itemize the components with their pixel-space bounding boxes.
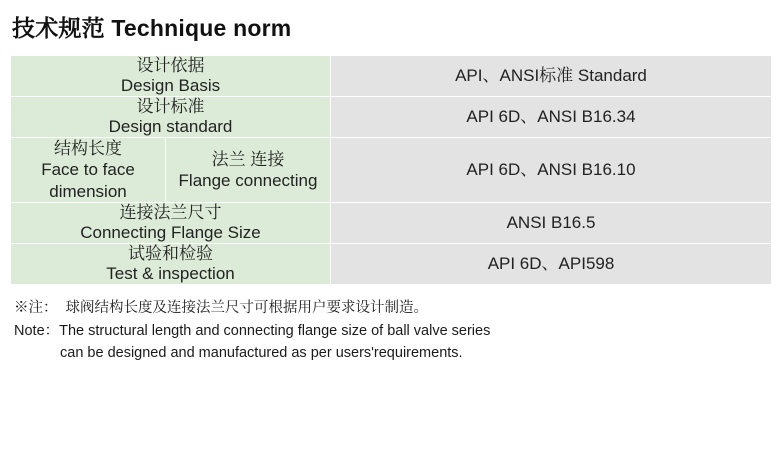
label-cn: 法兰 连接	[211, 149, 285, 169]
table-row	[11, 202, 772, 243]
row-label-design-basis	[11, 56, 331, 97]
value-text: API 6D、ANSI B16.34	[466, 106, 636, 126]
table-row	[11, 56, 772, 97]
value-text: API 6D、ANSI B16.10	[466, 159, 636, 179]
label-en: Face to face dimension	[41, 160, 135, 201]
label-en: Test & inspection	[106, 264, 235, 284]
label-cn: 设计依据	[136, 56, 205, 75]
label-en: Flange connecting	[178, 171, 318, 191]
row-value-connecting-flange-size	[331, 202, 772, 243]
value-text: ANSI B16.5	[506, 212, 596, 232]
table-row	[11, 138, 772, 203]
label-en: Connecting Flange Size	[80, 222, 261, 242]
label-cn: 设计标准	[136, 97, 205, 117]
row-label-flange-connecting	[166, 138, 331, 203]
footnotes	[10, 285, 771, 364]
row-label-design-standard	[11, 97, 331, 138]
row-value-test-inspection	[331, 244, 772, 285]
table-row	[11, 97, 772, 138]
row-value-face-to-face	[331, 138, 772, 203]
label-cn: 结构长度	[54, 139, 122, 159]
footnote-line-en-1: Note：The structural length and connecting flange size of ball valve series	[14, 322, 491, 339]
row-value-design-basis	[331, 56, 772, 97]
footnote-line-en-2: can be designed and manufactured as per users'requirements.	[60, 345, 463, 362]
footnote-line-cn: ※注： 球阀结构长度及连接法兰尺寸可根据用户要求设计制造。	[14, 300, 429, 317]
value-text: API、ANSI标准 Standard	[455, 65, 647, 85]
label-en: Design Basis	[120, 76, 221, 96]
value-text: API 6D、API598	[487, 253, 615, 273]
label-en: Design standard	[108, 117, 233, 137]
row-value-design-standard	[331, 97, 772, 138]
row-label-connecting-flange-size	[11, 202, 331, 243]
row-label-face-to-face	[11, 138, 166, 203]
table-row	[11, 244, 772, 285]
row-label-test-inspection	[11, 244, 331, 285]
label-cn: 连接法兰尺寸	[119, 202, 222, 222]
page-title: 技术规范 Technique norm	[12, 15, 292, 41]
label-cn: 试验和检验	[128, 244, 213, 264]
technique-norm-table	[10, 55, 772, 285]
